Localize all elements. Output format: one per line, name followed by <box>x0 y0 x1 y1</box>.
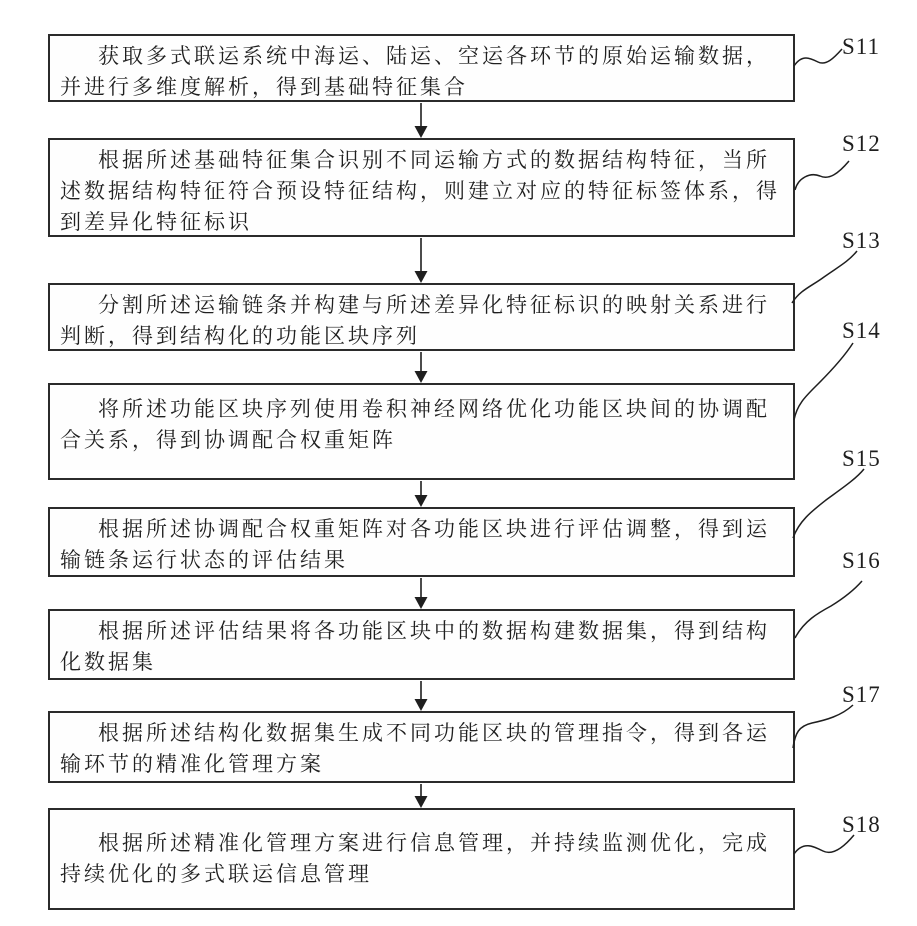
step-text-line: 化数据集 <box>60 650 156 674</box>
step-text-line: 根据所述评估结果将各功能区块中的数据构建数据集，得到结构 <box>98 619 770 643</box>
flow-arrow <box>415 578 428 609</box>
step-label-s11: S11 <box>842 34 880 59</box>
step-text-line: 根据所述协调配合权重矩阵对各功能区块进行评估调整，得到运 <box>98 517 770 541</box>
connector-squiggle-s16 <box>795 581 862 638</box>
step-text-line: 判断，得到结构化的功能区块序列 <box>60 324 420 348</box>
step-label-s13: S13 <box>842 228 881 253</box>
step-label-s14: S14 <box>842 318 881 343</box>
step-text-line: 根据所述基础特征集合识别不同运输方式的数据结构特征，当所 <box>98 148 770 172</box>
step-text-line: 到差异化特征标识 <box>60 210 252 234</box>
step-box-s15 <box>48 507 795 577</box>
step-text-line: 获取多式联运系统中海运、陆运、空运各环节的原始运输数据， <box>98 44 770 68</box>
step-label-s15: S15 <box>842 446 881 471</box>
step-text-line: 将所述功能区块序列使用卷积神经网络优化功能区块间的协调配 <box>98 397 770 421</box>
step-text-line: 根据所述精准化管理方案进行信息管理，并持续监测优化，完成 <box>98 831 770 855</box>
step-label-s12: S12 <box>842 131 881 156</box>
step-text-line: 分割所述运输链条并构建与所述差异化特征标识的映射关系进行 <box>98 293 770 317</box>
step-text-line: 合关系，得到协调配合权重矩阵 <box>60 428 396 452</box>
connector-squiggle-s17 <box>793 705 853 748</box>
step-label-s16: S16 <box>842 548 881 573</box>
connector-squiggle-s15 <box>793 469 864 538</box>
connector-squiggle-s11 <box>794 49 842 66</box>
flow-arrow <box>415 238 428 283</box>
step-box-s12 <box>48 138 795 237</box>
flow-arrow <box>415 103 428 138</box>
step-text-line: 根据所述结构化数据集生成不同功能区块的管理指令，得到各运 <box>98 721 770 745</box>
flow-arrow <box>415 784 428 808</box>
step-text-line: 输环节的精准化管理方案 <box>60 752 324 776</box>
connector-squiggle-s13 <box>792 251 857 303</box>
connector-squiggle-s14 <box>794 343 853 420</box>
flow-arrow <box>415 481 428 507</box>
step-box-s11 <box>48 34 795 102</box>
flow-arrow <box>415 681 428 711</box>
flow-arrow <box>415 352 428 383</box>
step-label-s18: S18 <box>842 812 881 837</box>
connector-squiggle-s12 <box>795 161 849 190</box>
step-text-line: 持续优化的多式联运信息管理 <box>60 862 372 886</box>
step-text-line: 输链条运行状态的评估结果 <box>60 548 348 572</box>
step-label-s17: S17 <box>842 682 881 707</box>
step-box-s13 <box>48 283 795 351</box>
step-box-s17 <box>48 711 795 783</box>
step-box-s14 <box>48 383 795 480</box>
step-box-s18 <box>48 808 795 910</box>
step-text-line: 并进行多维度解析，得到基础特征集合 <box>60 75 468 99</box>
step-text-line: 述数据结构特征符合预设特征结构，则建立对应的特征标签体系，得 <box>60 179 780 203</box>
step-box-s16 <box>48 609 795 680</box>
